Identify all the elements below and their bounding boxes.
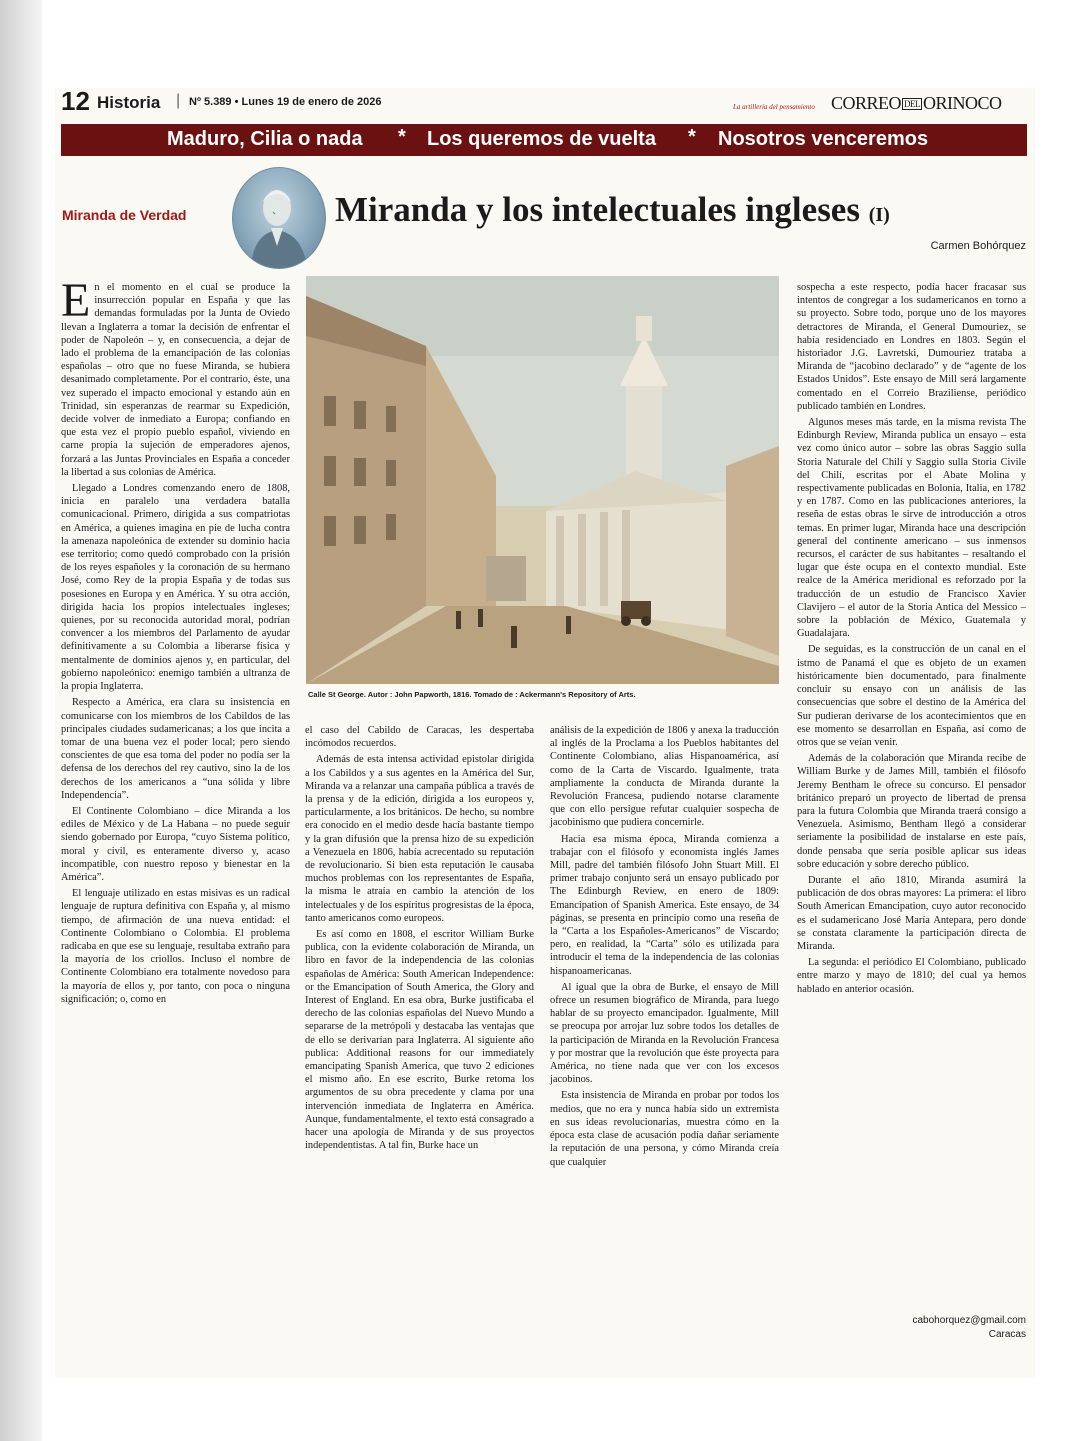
page-header <box>61 86 1027 118</box>
section-name: Historia <box>97 93 161 112</box>
banner-star-2: * <box>688 126 696 148</box>
paragraph: sospecha a este respecto, podía hacer fracasar sus intentos de congregar a los sudamericanos en torno a su proyecto. Sobre todo, porque uno de los mayores detractores de Miranda, el General Dumouriez, se había residenciado en Londres en 1803. Según el historiador J.G. Lavretski, Dumouriez trataba a Miranda de “jacobino declarado” y de “agente de los Estados Unidos”. Este ensayo de Mill será largamente comentado en el Correio Braziliense, periódico publicado también en Londres. <box>797 282 1026 412</box>
author-portrait-image <box>232 167 326 269</box>
newspaper-logo: CORREO DEL ORINOCO <box>831 93 1002 113</box>
paragraph: Respecto a América, era clara su insistencia en comunicarse con los miembros de los Cabildos de las principales ciudades sudamericanas; a los que incita a tomar de una buena vez el poder local; pero siendo conscientes de que esa toma del poder no podía ser la defensa de los derechos del rey cautivo, sino la de los derechos de los americanos a “una sólida y libre Independencia”. <box>61 697 290 801</box>
paragraph: La segunda: el periódico El Colombiano, publicado entre marzo y mayo de 1810; del cual ya hemos hablado en anterior ocasión. <box>797 957 1026 995</box>
slogan-banner <box>61 124 1027 156</box>
drop-cap: E <box>61 274 91 327</box>
paragraph: Durante el año 1810, Miranda asumirá la publicación de dos obras mayores: La primera: el libro South American Emancipation, cuyo autor reconocido es el sudamericano José María Antepara, pero donde se constata claramente la participación directa de Miranda. <box>797 874 1026 952</box>
article-photo <box>306 276 779 684</box>
paragraph: El Continente Colombiano – dice Miranda a los ediles de México y de La Habana – no puede seguir siendo gobernado por Europa, “cuyo Sistema político, moral y civil, es enteramente diverso y, acaso incompatible, con nuestro reposo y bienestar en la América”. <box>61 805 290 883</box>
author-byline: Carmen Bohórquez <box>930 240 1026 252</box>
article-column-4 <box>797 281 1026 1341</box>
paragraph: De seguidas, es la construcción de un canal en el istmo de Panamá el que es objeto de un examen históricamente bien documentado, para finalmente concluir su ensayo con un análisis de las consecuencias que sobre el destino de la América del Sur pudieran derivarse de los acontecimientos que en ese momento se desarrollan en España, así como de otros que se veían venir. <box>797 644 1026 748</box>
header-separator: | <box>176 92 181 109</box>
article-column-1 <box>61 274 290 1341</box>
article-column-2 <box>305 724 534 1344</box>
author-city: Caracas <box>988 1329 1026 1340</box>
author-signature <box>912 1314 1026 1342</box>
paragraph: Hacia esa misma época, Miranda comienza a trabajar con el filósofo y economista inglés James Mill, padre del también filósofo John Stuart Mill. El primer trabajo conjunto será un ensayo publicado por The Edinburgh Review, en enero de 1809: Emancipation of Spanish America. Este ensayo, de 34 páginas, se presenta en principio como una reseña de la “Carta a los Españoles-Americanos” de Viscardo; pero, en realidad, la “Carta” sólo es utilizada para introducir el tema de la independencia de las colonias hispanoamericanas. <box>550 833 779 977</box>
issue-date: Nº 5.389 • Lunes 19 de enero de 2026 <box>189 96 382 108</box>
page-number: 12 <box>61 86 90 116</box>
paragraph: Esta insistencia de Miranda en probar por todos los medios, que no era y nunca había sido un extremista en sus ideas revolucionarias, muestra cómo en la época esta clase de acusación podía dañar seriamente la reputación de una persona, y cómo Miranda creía que cualquier <box>550 1090 779 1168</box>
paragraph: Además de la colaboración que Miranda recibe de William Burke y de James Mill, también el filósofo Jeremy Bentham le ofrece su concurso. El pensador británico preparó un proyecto de libertad de prensa para la futura Colombia que Miranda traerá consigo a Venezuela. Asimismo, Bentham llegó a considerar seriamente la posibilidad de instalarse en este país, donde pensaba que sería posible aplicar sus ideas sobre educación y sobre derecho público. <box>797 753 1026 870</box>
column-kicker: Miranda de Verdad <box>62 207 187 223</box>
newspaper-tagline: La artillería del pensamiento <box>733 103 815 111</box>
article-headline: Miranda y los intelectuales ingleses (I) <box>335 190 890 229</box>
paragraph: análisis de la expedición de 1806 y anexa la traducción al inglés de la Proclama a los Pueblos habitantes del Continente Colombiano, alias Hispanoamérica, así como de la Carta de Viscardo. Igualmente, trata ampliamente la conducta de Miranda durante la Revolución Francesa, pudiendo notarse claramente que con ello persigue refutar cualquier sospecha de jacobinismo que pudiera concernirle. <box>550 725 779 829</box>
paragraph: En el momento en el cual se produce la insurrección popular en España y que las demandas formuladas por la Junta de Oviedo llevan a Inglaterra a tomar la decisión de enfrentar el poder de Napoleón – y, en consecuencia, a dejar de lado el problema de la emancipación de las colonias españolas – otro que no fuese Miranda, se hubiera desanimado completamente. Por el contrario, éste, una vez superado el impacto emocional y estando aún en Trinidad, sin esperanzas de rearmar su Expedición, decide volver de inmediato a Europa; confiando en que esta vez el propio pueblo español, viviendo en carne propia la sujeción de emperadores ajenos, forzará a las Juntas Provinciales en España a conceder la libertad a sus colonias de América. <box>61 274 290 478</box>
paragraph: Es así como en 1808, el escritor William Burke publica, con la evidente colaboración de Miranda, un libro en favor de la independencia de las colonias españolas de América: South American Independence: or the Emancipation of South America, the Glory and Interest of England. En esa obra, Burke justificaba el derecho de las colonias españolas del Nuevo Mundo a separarse de la metrópoli y destacaba las ventajas que de ello se derivarían para Inglaterra. Al siguiente año publica: Additional reasons for our immediately emancipating Spanish America, que tuvo 2 ediciones el mismo año. En ese escrito, Burke retoma los argumentos de su obra precedente y clama por una intervención inmediata de Inglaterra en América. Aunque, fundamentalmente, el texto está consagrado a hacer una apología de Miranda y de sus proyectos independentistas. A tal fin, Burke hace un <box>305 929 534 1152</box>
paragraph: El lenguaje utilizado en estas misivas es un radical lenguaje de ruptura definitiva con España y, al mismo tiempo, de afirmación de una nueva entidad: el Continente Colombiano o Colombia. El problema radicaba en que ese su lenguaje, resultaba extraño para la mayoría de los criollos. Incluso el nombre de Continente Colombiano era totalmente novedoso para la mayoría de ellos y, por tanto, con poca o ninguna significación; o, como en <box>61 888 290 1005</box>
slogan-1: Maduro, Cilia o nada <box>167 128 363 150</box>
paragraph: el caso del Cabildo de Caracas, les despertaba incómodos recuerdos. <box>305 725 534 750</box>
photo-caption: Calle St George. Autor : John Papworth, 1816. Tomado de : Ackermann's Repository of Arts. <box>308 690 636 699</box>
banner-star-1: * <box>398 126 406 148</box>
paragraph: Llegado a Londres comenzando enero de 1808, inicia en paralelo una verdadera batalla comunicacional. Primero, dirigida a sus compatriotas en América, a quienes imagina en pie de lucha contra la amenaza napoleónica de extender su dominio hacia ese territorio; como quedó comprobado con la prisión de los reyes españoles y la coronación de su hermano José, como Rey de la propia España y de todas sus posesiones en Europa y en América. Y su otra acción, dirigida hacia los propios intelectuales ingleses; quienes, por su reconocida autoridad moral, podrían convencer a los miembros del Parlamento de ayudar definitivamente a su Colombia a liberarse física y mentalmente de dominios ajenos y, en particular, del gobierno napoleónico: enemigo también a ultranza de la propia Inglaterra. <box>61 483 290 693</box>
page-fold-shadow <box>0 0 42 1441</box>
paragraph: Además de esta intensa actividad epistolar dirigida a los Cabildos y a sus agentes en la América del Sur, Miranda va a relanzar una campaña pública a través de la prensa y de la edición, dirigida a los europeos y, particularmente, a los británicos. De hecho, su nombre era conocido en el medio desde hacía bastante tiempo y la gran difusión que la prensa hizo de su expedición a Venezuela en 1806, había acrecentado su reputación de revolucionario. Si bien esta reputación le causaba muchos problemas con los representantes de España, la misma le atraía en cambio la atención de los intelectuales y de los espíritus progresistas de la época, tanto americanos como europeos. <box>305 754 534 924</box>
slogan-3: Nosotros venceremos <box>718 128 929 150</box>
paragraph: Al igual que la obra de Burke, el ensayo de Mill ofrece un resumen biográfico de Miranda, para luego hablar de su proyecto emancipador. Igualmente, Mill se preocupa por arrojar luz sobre todos los detalles de la participación de Miranda en la Revolución Francesa y por mostrar que la revolución que éste proyecta para América, no tiene nada que ver con los excesos jacobinos. <box>550 981 779 1086</box>
article-column-3 <box>550 724 779 1344</box>
author-email: cabohorquez@gmail.com <box>912 1315 1026 1326</box>
paragraph: Algunos meses más tarde, en la misma revista The Edinburgh Review, Miranda publica un ensayo – esta vez como único autor – sobre las obras Saggio sulla Storia Naturale del Chilí y Saggio sulla Storia Civile del Chilí, escritas por el Abate Molina y respectivamente publicadas en Bolonia, Italia, en 1782 y en 1787. Como en las publicaciones anteriores, la reseña de estas obras le sirve de introducción a otros temas. En primer lugar, Miranda hace una descripción general del continente americano – sus inmensos recursos, el carácter de sus habitantes – resaltando el lugar que éste ocupa en el contexto mundial. Este realce de la América meridional es reforzado por la traducción de un estudio de Francisco Xavier Clavijero – el autor de la Storia Antica del Messico – sobre la población de México, Guatemala y Guadalajara. <box>797 417 1026 640</box>
slogan-2: Los queremos de vuelta <box>427 128 656 150</box>
